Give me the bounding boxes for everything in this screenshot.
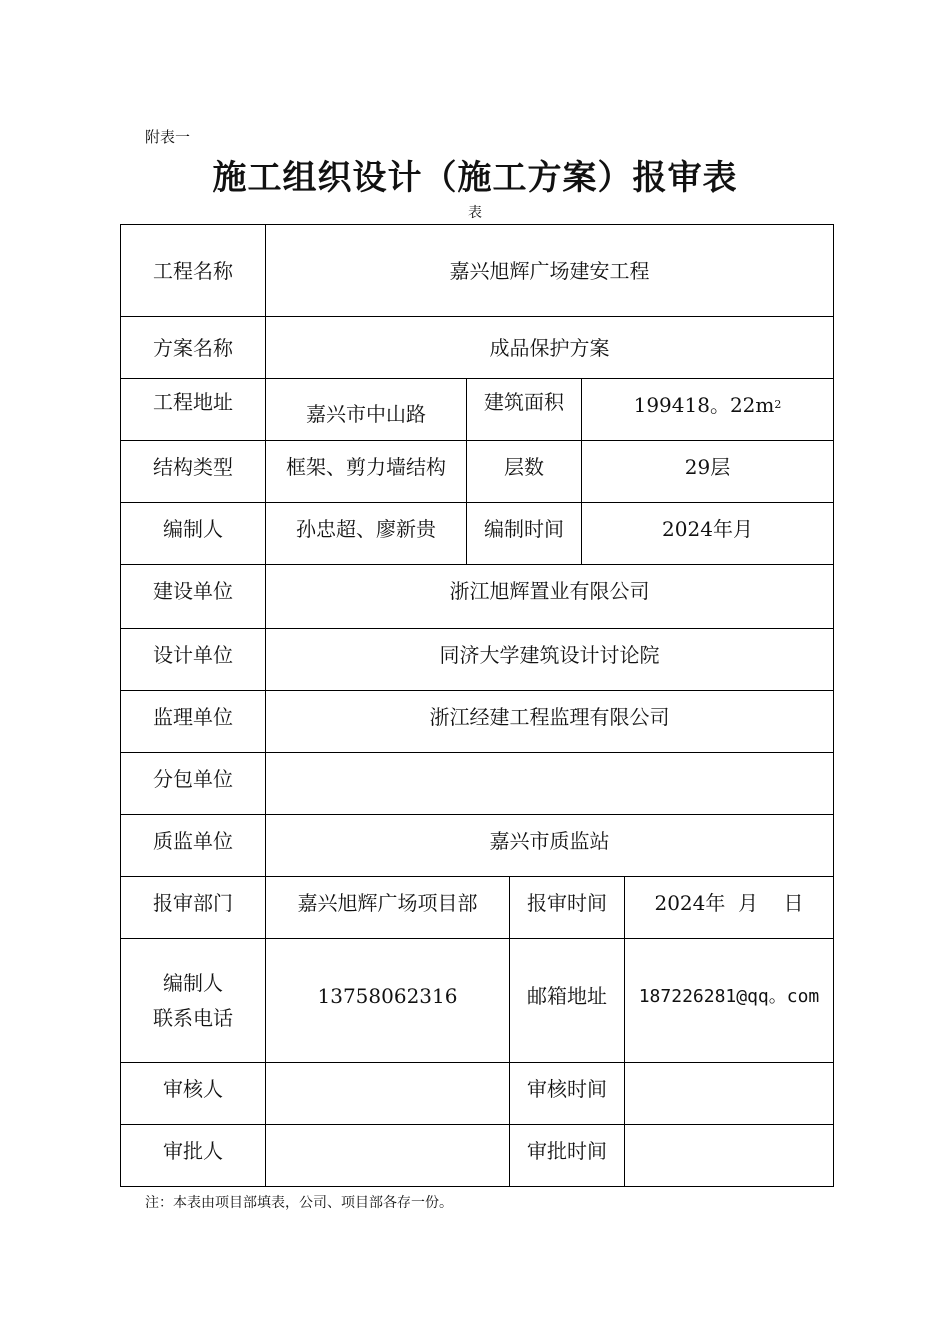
compile-time-value: 2024年月 (662, 517, 753, 541)
contact-label-line-2: 联系电话 (153, 1005, 233, 1030)
phone-value: 13758062316 (317, 984, 458, 1008)
submit-time-value: 2024年 月 日 (654, 891, 804, 915)
designer-value: 同济大学建筑设计讨论院 (439, 643, 660, 667)
review-time-label: 审核时间 (527, 1077, 607, 1101)
approver-label: 审批人 (163, 1139, 223, 1163)
email-value: 187226281@qq。com (638, 985, 820, 1007)
submit-dept-label: 报审部门 (153, 891, 233, 915)
floors-label: 层数 (504, 455, 544, 479)
supervisor-value: 浙江经建工程监理有限公司 (429, 705, 670, 729)
area-number: 199418。22m (633, 393, 775, 417)
builder-value: 浙江旭辉置业有限公司 (449, 579, 650, 603)
approve-time-label: 审批时间 (527, 1139, 607, 1163)
area-unit-exponent: 2 (774, 397, 782, 411)
email-label: 邮箱地址 (527, 984, 607, 1008)
author-label: 编制人 (163, 517, 223, 541)
structure-value: 框架、剪力墙结构 (286, 455, 446, 479)
floors-value: 29层 (684, 455, 731, 479)
plan-name-value: 成品保护方案 (489, 335, 610, 360)
area-value (582, 379, 833, 431)
address-value: 嘉兴市中山路 (306, 401, 426, 426)
submit-time-label: 报审时间 (527, 891, 607, 915)
approve-time-value (625, 1125, 833, 1177)
area-label: 建筑面积 (484, 390, 564, 414)
quality-value: 嘉兴市质监站 (489, 829, 610, 853)
project-name-value: 嘉兴旭辉广场建安工程 (449, 258, 650, 283)
subcontractor-value (266, 753, 833, 805)
review-time-value (625, 1063, 833, 1115)
contact-label-line-1: 编制人 (163, 970, 223, 995)
structure-label: 结构类型 (153, 455, 233, 479)
plan-name-label: 方案名称 (153, 335, 233, 360)
compile-time-label: 编制时间 (484, 517, 564, 541)
address-label: 工程地址 (153, 390, 233, 414)
approver-value (266, 1125, 509, 1177)
designer-label: 设计单位 (153, 643, 233, 667)
attachment-label: 附表一 (145, 128, 191, 146)
reviewer-value (266, 1063, 509, 1115)
approval-form-table (120, 224, 834, 1187)
reviewer-label: 审核人 (163, 1077, 223, 1101)
contact-label (121, 939, 265, 1062)
supervisor-label: 监理单位 (153, 705, 233, 729)
submit-dept-value: 嘉兴旭辉广场项目部 (297, 891, 478, 915)
subcontractor-label: 分包单位 (153, 767, 233, 791)
author-value: 孙忠超、廖新贵 (296, 517, 436, 541)
page-title: 施工组织设计（施工方案）报审表 (212, 158, 738, 198)
builder-label: 建设单位 (153, 579, 233, 603)
page-subtitle: 表 (468, 205, 482, 221)
project-name-label: 工程名称 (153, 258, 233, 283)
footer-note: 注：本表由项目部填表，公司、项目部各存一份。 (145, 1195, 453, 1211)
quality-label: 质监单位 (153, 829, 233, 853)
